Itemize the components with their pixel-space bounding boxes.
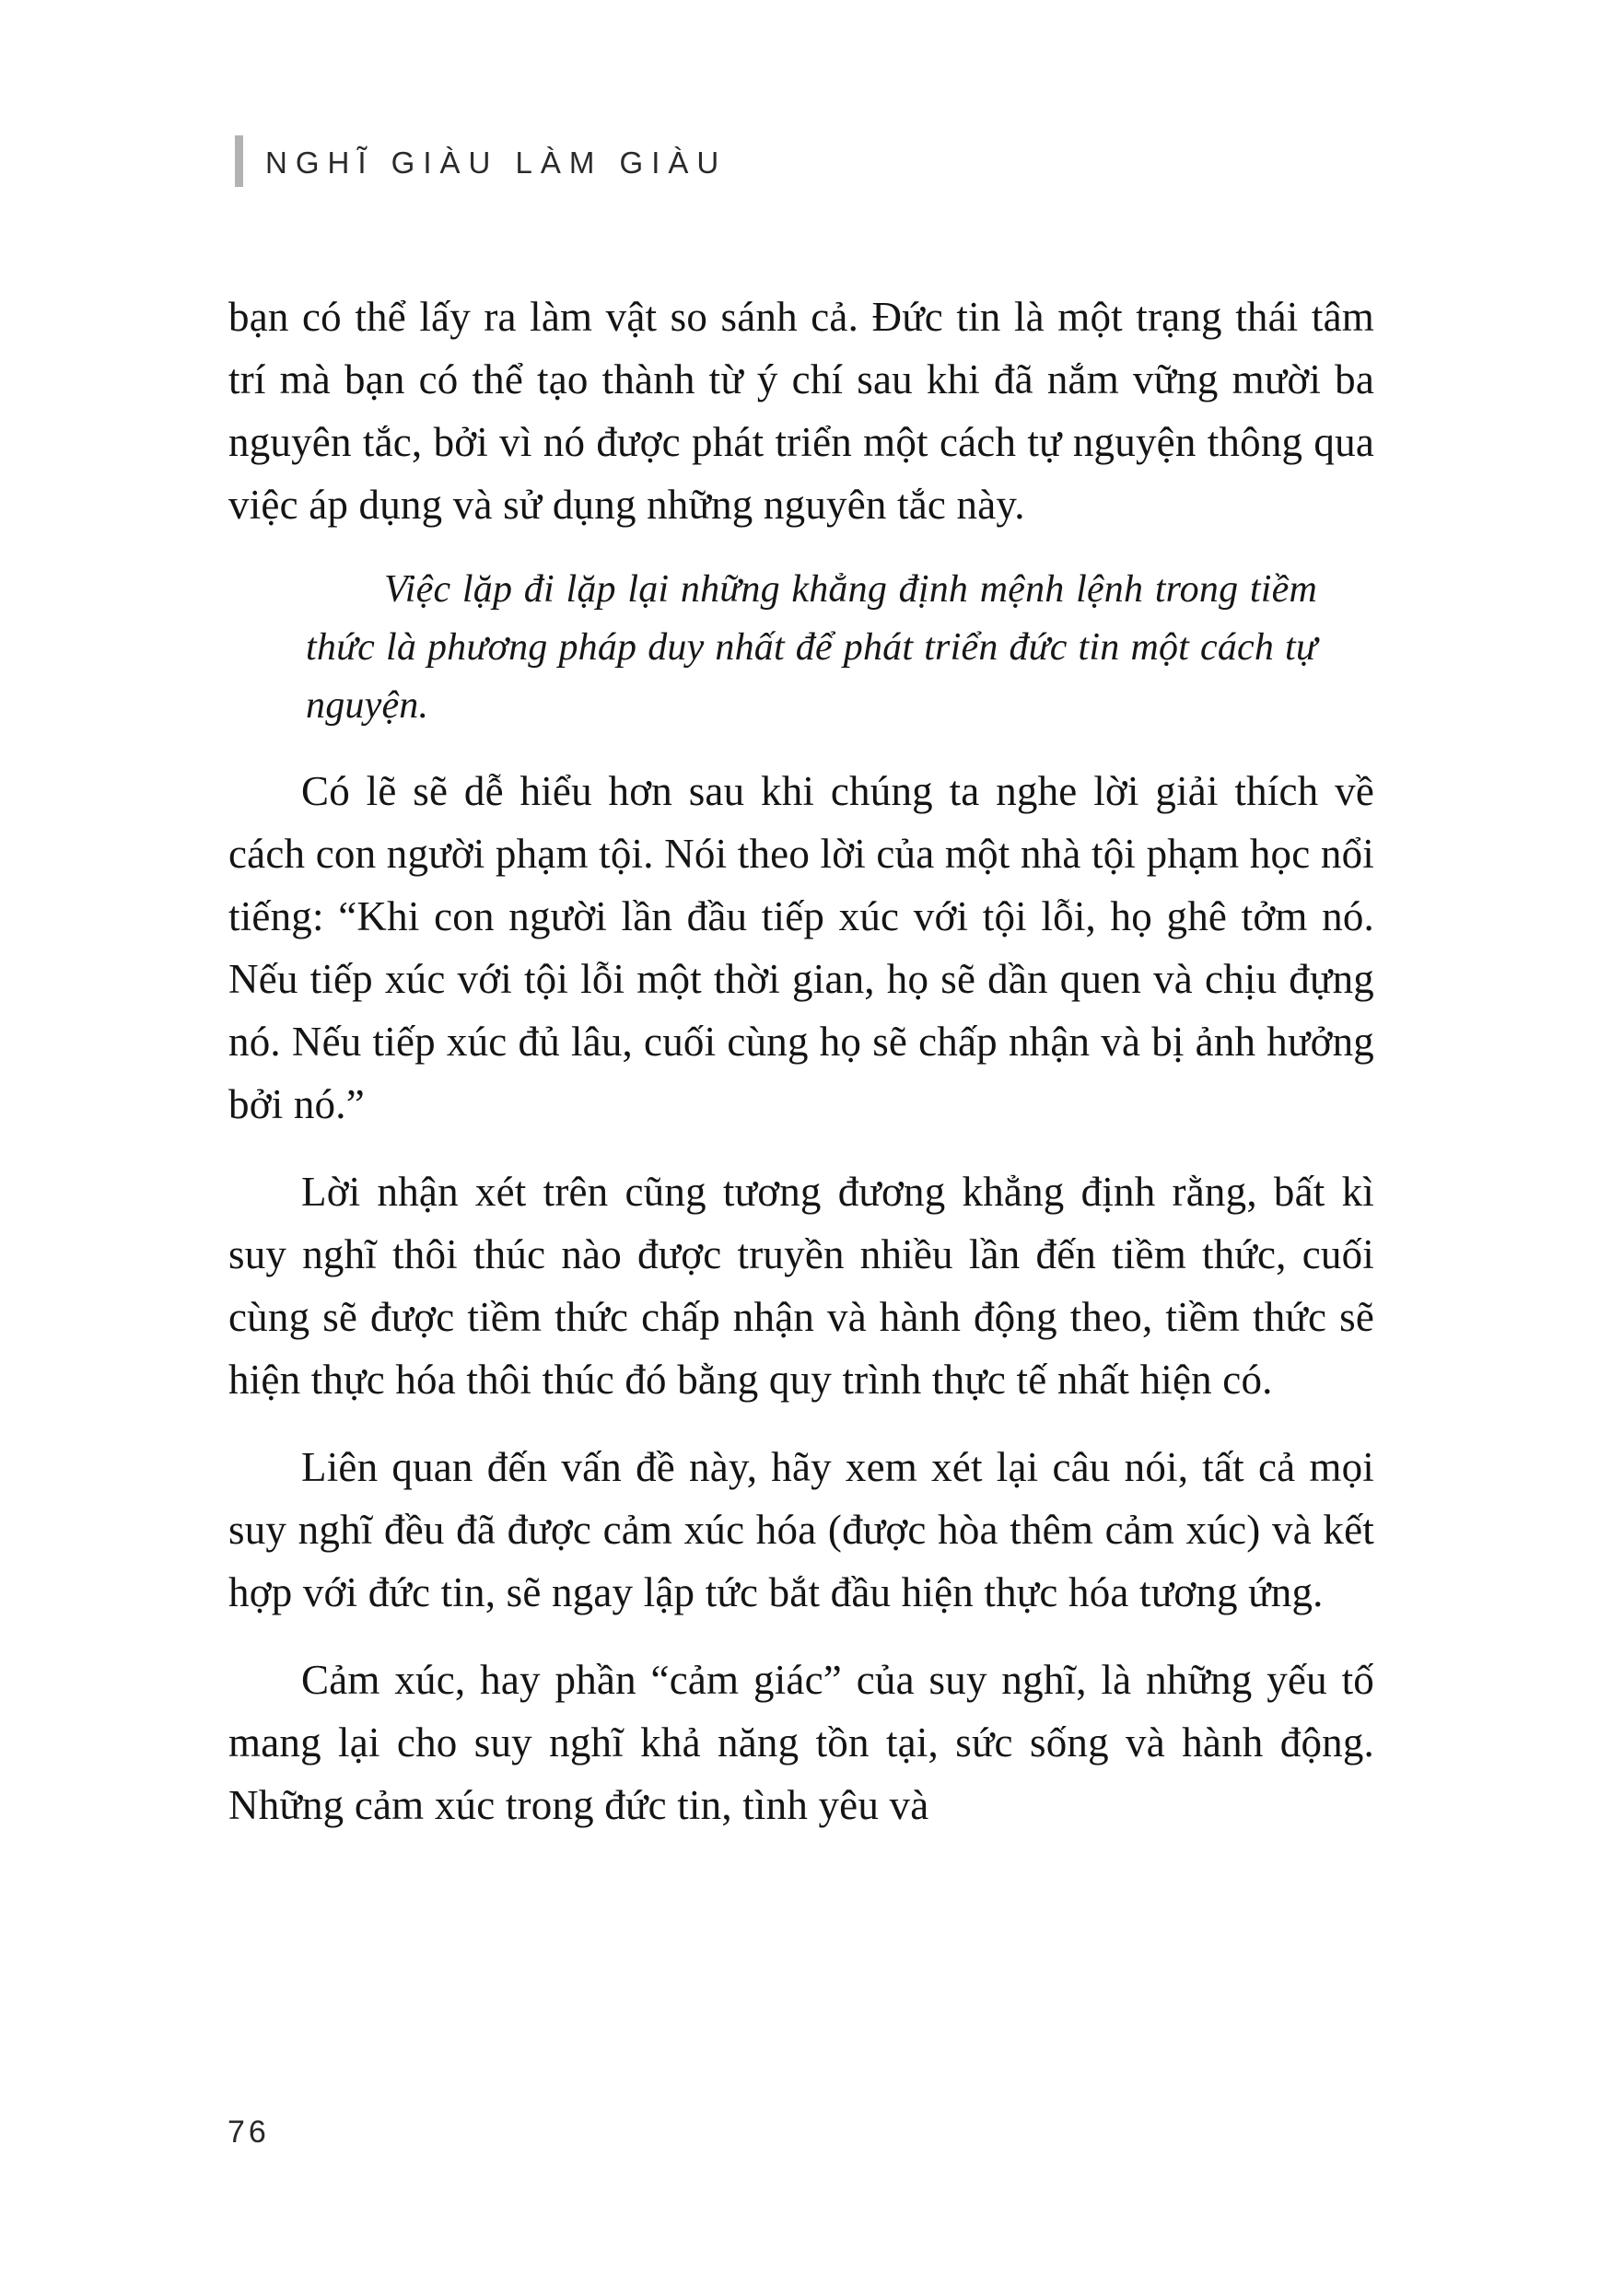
body-paragraph: Có lẽ sẽ dễ hiểu hơn sau khi chúng ta nghe lời giải thích về cách con người phạm tội. Nói theo lời của một nhà tội phạm học nổi tiếng: “Khi con người lần đầu tiếp xúc với tội lỗi, họ ghê tởm nó. Nếu tiếp xúc với tội lỗi một thời gian, họ sẽ dần quen và chịu đựng nó. Nếu tiếp xúc đủ lâu, cuối cùng họ sẽ chấp nhận và bị ảnh hưởng bởi nó.” (228, 768, 1374, 1127)
body-paragraph: bạn có thể lấy ra làm vật so sánh cả. Đức tin là một trạng thái tâm trí mà bạn có thể tạo thành từ ý chí sau khi đã nắm vững mười ba nguyên tắc, bởi vì nó được phát triển một cách tự nguyện thông qua việc áp dụng và sử dụng những nguyên tắc này. (228, 294, 1374, 528)
page-number: 76 (228, 2115, 270, 2150)
body-paragraph: Liên quan đến vấn đề này, hãy xem xét lại câu nói, tất cả mọi suy nghĩ đều đã được cảm xúc hóa (được hòa thêm cảm xúc) và kết hợp với đức tin, sẽ ngay lập tức bắt đầu hiện thực hóa tương ứng. (228, 1444, 1374, 1615)
body-paragraph: Lời nhận xét trên cũng tương đương khẳng định rằng, bất kì suy nghĩ thôi thúc nào được truyền nhiều lần đến tiềm thức, cuối cùng sẽ được tiềm thức chấp nhận và hành động theo, tiềm thức sẽ hiện thực hóa thôi thúc đó bằng quy trình thực tế nhất hiện có. (228, 1169, 1374, 1403)
book-title: NGHĨ GIÀU LÀM GIÀU (265, 146, 728, 180)
page-body (228, 286, 1374, 1861)
block-quote: Việc lặp đi lặp lại những khẳng định mệnh lệnh trong tiềm thức là phương pháp duy nhất để phát triển đức tin một cách tự nguyện. (306, 568, 1317, 727)
header-rule-bar (235, 135, 243, 187)
running-header (235, 135, 727, 187)
body-paragraph: Cảm xúc, hay phần “cảm giác” của suy nghĩ, là những yếu tố mang lại cho suy nghĩ khả năng tồn tại, sức sống và hành động. Những cảm xúc trong đức tin, tình yêu và (228, 1657, 1374, 1828)
